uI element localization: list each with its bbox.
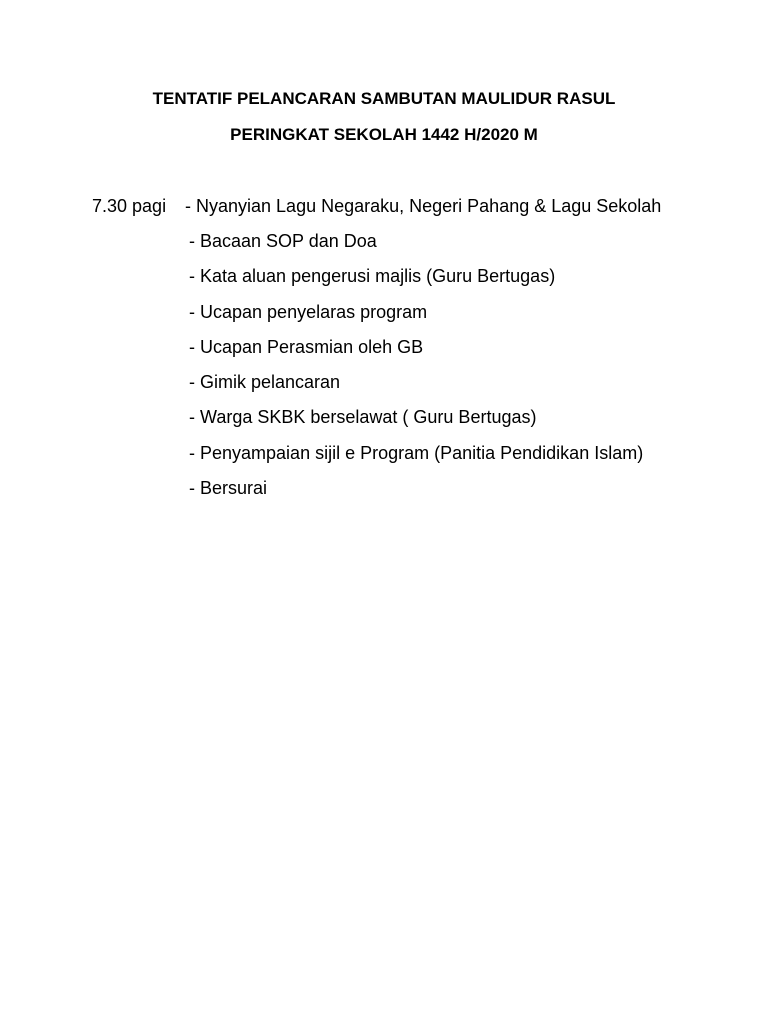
schedule-item [189, 443, 643, 464]
bullet-dash: - [189, 372, 195, 392]
schedule-item-text: Nyanyian Lagu Negaraku, Negeri Pahang & Lagu Sekolah [196, 196, 662, 216]
bullet-dash: - [189, 443, 195, 463]
document-title-line-1: TENTATIF PELANCARAN SAMBUTAN MAULIDUR RASUL [152, 89, 616, 108]
schedule-item [189, 337, 423, 358]
bullet-dash: - [189, 266, 195, 286]
bullet-dash: - [189, 337, 195, 357]
schedule-item-text: Ucapan Perasmian oleh GB [200, 337, 424, 357]
schedule-item-text: Bersurai [200, 478, 268, 498]
schedule-item [189, 478, 267, 499]
schedule-item [189, 231, 377, 252]
bullet-dash: - [189, 407, 195, 427]
document-title-line-2: PERINGKAT SEKOLAH 1442 H/2020 M [230, 125, 538, 144]
schedule-item-text: Kata aluan pengerusi majlis (Guru Bertugas) [200, 266, 556, 286]
schedule-item-text: Gimik pelancaran [200, 372, 341, 392]
schedule-time: 7.30 pagi [92, 196, 167, 216]
bullet-dash: - [189, 231, 195, 251]
schedule-item [189, 372, 340, 393]
schedule-item [185, 196, 661, 217]
schedule-item [189, 266, 555, 287]
bullet-dash: - [189, 478, 195, 498]
schedule-item [189, 407, 536, 428]
schedule-item-text: Penyampaian sijil e Program (Panitia Pendidikan Islam) [200, 443, 644, 463]
schedule-item-text: Ucapan penyelaras program [200, 302, 428, 322]
schedule-item [189, 302, 427, 323]
schedule-item-text: Bacaan SOP dan Doa [200, 231, 377, 251]
schedule-item-text: Warga SKBK berselawat ( Guru Bertugas) [200, 407, 537, 427]
bullet-dash: - [189, 302, 195, 322]
bullet-dash: - [185, 196, 191, 216]
